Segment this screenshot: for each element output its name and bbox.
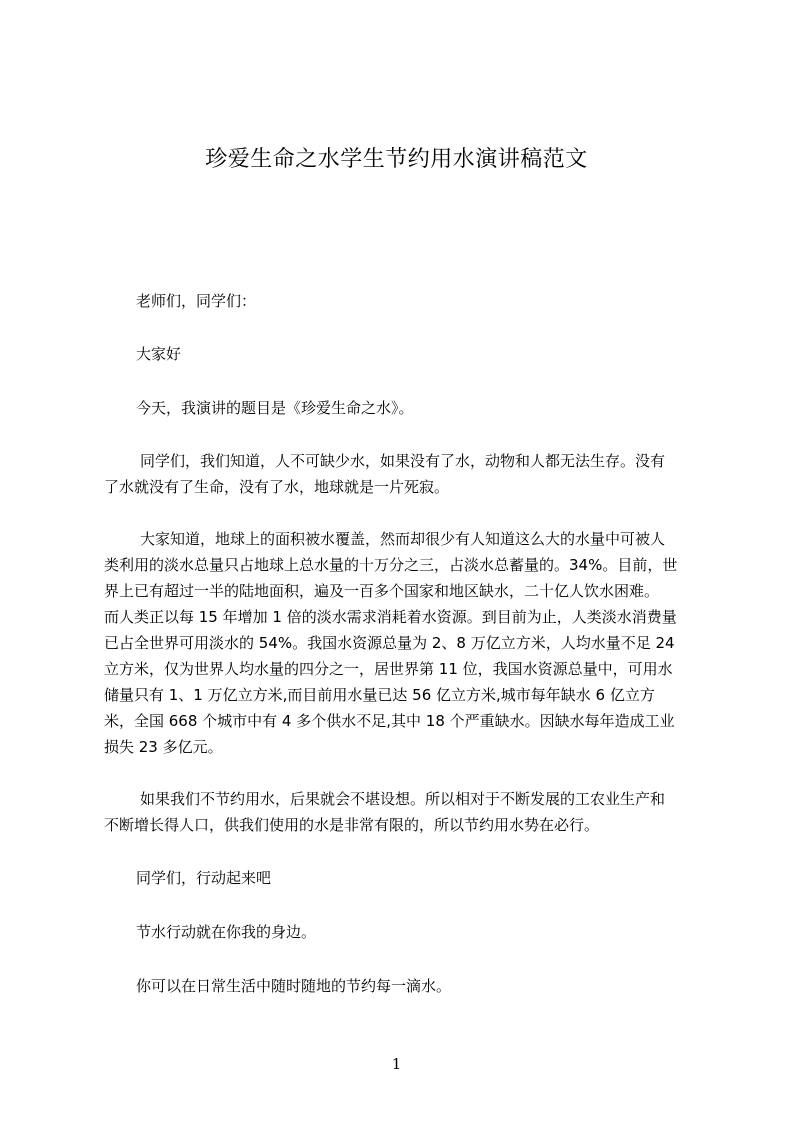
text-line: 损失 23 多亿元。 [104, 738, 223, 756]
text-line: 不断增长得人口，供我们使用的水是非常有限的，所以节约用水势在必行。 [104, 816, 600, 834]
text-line: 储量只有 1、1 万亿立方米,而目前用水量已达 56 亿立方米,城市每年缺水 6 亿立方 [104, 686, 655, 704]
text-line: 而人类正以每 15 年增加 1 倍的淡水需求消耗着水资源。到目前为止，人类淡水消费量 [104, 608, 677, 626]
text-line: 你可以在日常生活中随时随地的节约每一滴水。 [136, 977, 452, 995]
text-line: 今天，我演讲的题目是《珍爱生命之水》。 [136, 399, 414, 417]
text-line: 节水行动就在你我的身边。 [136, 923, 317, 941]
text-line: 已占全世界可用淡水的 54%。我国水资源总量为 2、8 万亿立方米，人均水量不足 24 [104, 634, 675, 652]
text-line: 了水就没有了生命，没有了水，地球就是一片死寂。 [104, 478, 450, 496]
text-line: 立方米，仅为世界人均水量的四分之一，居世界第 11 位，我国水资源总量中，可用水 [104, 660, 673, 678]
text-line: 大家好 [136, 345, 182, 363]
text-line: 同学们，行动起来吧 [136, 869, 272, 887]
page-title: 珍爱生命之水学生节约用水演讲稿范文 [205, 147, 588, 172]
text-line: 大家知道，地球上的面积被水覆盖，然而却很少有人知道这么大的水量中可被人 [140, 530, 666, 548]
text-line: 老师们，同学们： [136, 292, 257, 310]
text-line: 同学们，我们知道，人不可缺少水，如果没有了水，动物和人都无法生存。没有 [140, 452, 666, 470]
text-line: 界上已有超过一半的陆地面积，遍及一百多个国家和地区缺水，二十亿人饮水困难。 [104, 582, 660, 600]
text-line: 类利用的淡水总量只占地球上总水量的十万分之三，占淡水总蓄量的。34%。目前，世 [104, 556, 678, 574]
text-line: 如果我们不节约用水，后果就会不堪设想。所以相对于不断发展的工农业生产和 [140, 790, 666, 808]
page-number: 1 [391, 1055, 402, 1073]
text-line: 米，全国 668 个城市中有 4 多个供水不足,其中 18 个严重缺水。因缺水每年造成工业 [104, 712, 675, 730]
